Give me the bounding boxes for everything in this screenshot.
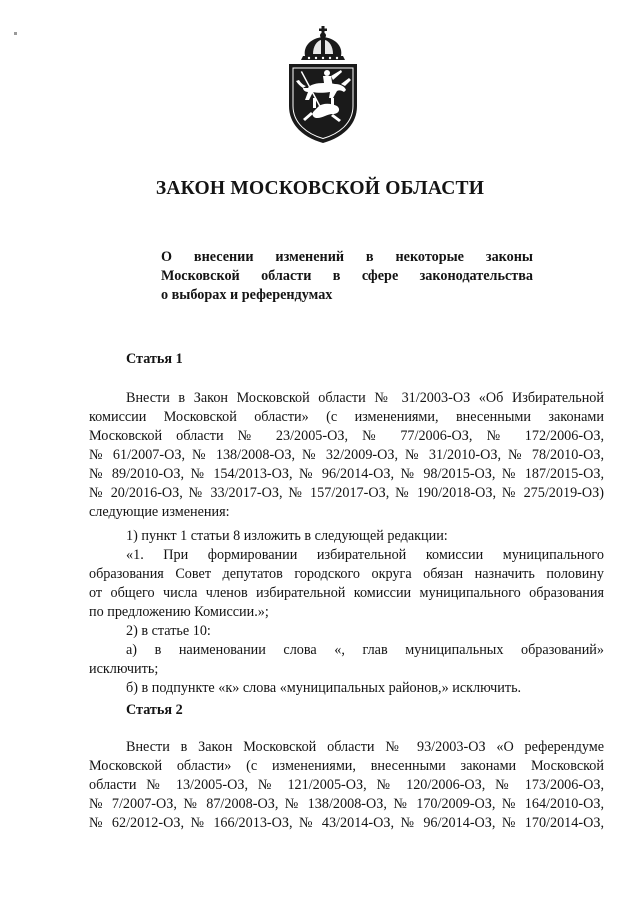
paragraph-line: Московской области» (с изменениями, внесенными законами Московской bbox=[89, 758, 604, 774]
item-line: «1. При формировании избирательной комиссии муниципального bbox=[126, 547, 604, 563]
document-title: ЗАКОН МОСКОВСКОЙ ОБЛАСТИ bbox=[155, 178, 485, 199]
paragraph-line: следующие изменения: bbox=[89, 504, 230, 520]
item-line: от общего числа членов избирательной комиссии муниципального образования bbox=[89, 585, 604, 601]
scan-speck bbox=[14, 32, 17, 35]
subtitle-line: о выборах и референдумах bbox=[161, 287, 333, 303]
subtitle-line: О внесении изменений в некоторые законы bbox=[161, 249, 533, 265]
paragraph-line: № 62/2012-ОЗ, № 166/2013-ОЗ, № 43/2014-ОЗ, № 96/2014-ОЗ, № 170/2014-ОЗ, bbox=[89, 815, 604, 831]
paragraph-line: № 61/2007-ОЗ, № 138/2008-ОЗ, № 32/2009-ОЗ, № 31/2010-ОЗ, № 78/2010-ОЗ, bbox=[89, 447, 604, 463]
paragraph-line: Внести в Закон Московской области № 31/2003-ОЗ «Об Избирательной bbox=[126, 390, 604, 406]
paragraph-line: Внести в Закон Московской области № 93/2003-ОЗ «О референдуме bbox=[126, 739, 604, 755]
paragraph-line: № 20/2016-ОЗ, № 33/2017-ОЗ, № 157/2017-ОЗ, № 190/2018-ОЗ, № 275/2019-ОЗ) bbox=[89, 485, 604, 501]
article-1-heading: Статья 1 bbox=[126, 351, 183, 367]
item-line: исключить; bbox=[89, 661, 159, 677]
paragraph-line: № 89/2010-ОЗ, № 154/2013-ОЗ, № 96/2014-ОЗ, № 98/2015-ОЗ, № 187/2015-ОЗ, bbox=[89, 466, 604, 482]
document-subtitle bbox=[161, 248, 533, 305]
item-line: 1) пункт 1 статьи 8 изложить в следующей редакции: bbox=[126, 528, 448, 544]
item-line: образования Совет депутатов городского округа обязан назначить половину bbox=[89, 566, 604, 582]
article-1-intro bbox=[89, 389, 604, 522]
paragraph-line: комиссии Московской области» (с изменениями, внесенными законами bbox=[89, 409, 604, 425]
article-2-intro bbox=[89, 738, 604, 833]
paragraph-line: Московской области № 23/2005-ОЗ, № 77/2006-ОЗ, № 172/2006-ОЗ, bbox=[89, 428, 604, 444]
item-line: по предложению Комиссии.»; bbox=[89, 604, 269, 620]
subtitle-line: Московской области в сфере законодательства bbox=[161, 268, 533, 284]
paragraph-line: № 7/2007-ОЗ, № 87/2008-ОЗ, № 138/2008-ОЗ, № 170/2009-ОЗ, № 164/2010-ОЗ, bbox=[89, 796, 604, 812]
item-line: а) в наименовании слова «, глав муниципальных образований» bbox=[126, 642, 604, 658]
article-2-heading: Статья 2 bbox=[126, 702, 183, 718]
paragraph-line: области № 13/2005-ОЗ, № 121/2005-ОЗ, № 120/2006-ОЗ, № 173/2006-ОЗ, bbox=[89, 777, 604, 793]
moscow-oblast-coat-of-arms-icon bbox=[283, 26, 363, 144]
item-line: б) в подпункте «к» слова «муниципальных районов,» исключить. bbox=[126, 680, 522, 696]
item-line: 2) в статье 10: bbox=[126, 623, 211, 639]
article-1-items bbox=[89, 527, 604, 698]
